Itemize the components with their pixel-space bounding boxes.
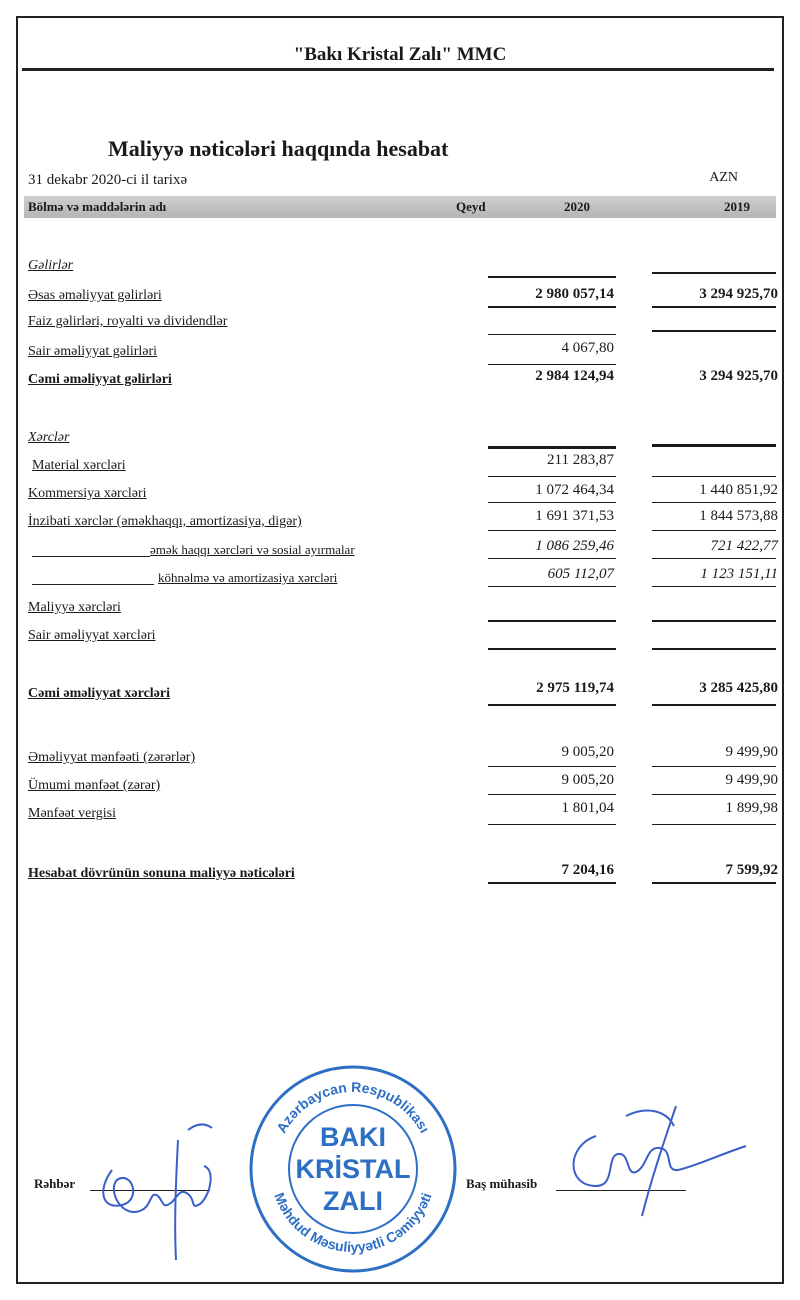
rule: [488, 558, 616, 559]
rule: [652, 530, 776, 531]
rule: [488, 586, 616, 587]
rule: [652, 272, 776, 274]
result-gross-2020: 9 005,20: [561, 772, 614, 788]
rule: [488, 276, 616, 278]
income-main-2019: 3 294 925,70: [699, 286, 778, 302]
expenses-heading: Xərclər: [28, 430, 70, 445]
rule: [488, 704, 616, 706]
expense-total-label: Cəmi əməliyyat xərcləri: [28, 686, 171, 701]
expense-financial-label: Maliyyə xərcləri: [28, 600, 121, 615]
result-operating-label: Əməliyyat mənfəəti (zərərlər): [28, 750, 196, 765]
rule: [488, 794, 616, 795]
currency-label: AZN: [709, 170, 738, 185]
result-net-2020: 7 204,16: [561, 862, 614, 878]
company-name: "Bakı Kristal Zalı" MMC: [293, 44, 507, 65]
director-label: Rəhbər: [34, 1176, 76, 1191]
expense-total-2020: 2 975 119,74: [536, 680, 614, 696]
expense-wages-2020: 1 086 259,46: [535, 538, 614, 554]
rule: [652, 502, 776, 503]
expense-commercial-2019: 1 440 851,92: [699, 482, 778, 498]
result-net-2019: 7 599,92: [725, 862, 778, 878]
header-section: Bölmə və maddələrin adı: [28, 199, 167, 214]
income-interest-label: Faiz gəlirləri, royalti və dividendlər: [28, 314, 228, 329]
expense-admin-label: İnzibati xərclər (əməkhaqqı, amortizasiya, digər): [28, 514, 302, 529]
rule: [488, 882, 616, 884]
expense-other-label: Sair əməliyyat xərcləri: [28, 628, 156, 643]
result-gross-label: Ümumi mənfəət (zərər): [28, 778, 161, 793]
rule: [652, 444, 776, 447]
rule: [652, 794, 776, 795]
rule: [652, 766, 776, 767]
expense-depreciation-2020: 605 112,07: [547, 566, 614, 582]
rule: [488, 530, 616, 531]
income-total-2019: 3 294 925,70: [699, 368, 778, 384]
accountant-signature: [556, 1096, 756, 1226]
rule: [488, 648, 616, 650]
expense-commercial-label: Kommersiya xərcləri: [28, 486, 147, 501]
report-date: 31 dekabr 2020-ci il tarixə: [28, 172, 188, 188]
director-signature: [92, 1110, 232, 1270]
rule: [652, 476, 776, 477]
indent-line: [32, 556, 150, 557]
stamp-line1: BAKI: [320, 1122, 386, 1152]
result-gross-2019: 9 499,90: [725, 772, 778, 788]
expense-material-label: Material xərcləri: [32, 458, 126, 473]
header-note: Qeyd: [456, 199, 486, 214]
result-operating-2020: 9 005,20: [561, 744, 614, 760]
rule: [488, 766, 616, 767]
result-tax-2019: 1 899,98: [725, 800, 778, 816]
expense-material-2020: 211 283,87: [547, 452, 614, 468]
stamp-line2: KRİSTAL: [295, 1154, 411, 1184]
table-header: [24, 196, 776, 218]
report-title: Maliyyə nəticələri haqqında hesabat: [108, 136, 449, 161]
income-heading: Gəlirlər: [28, 258, 74, 273]
expense-admin-2020: 1 691 371,53: [535, 508, 614, 524]
income-main-2020: 2 980 057,14: [535, 286, 614, 302]
rule: [652, 306, 776, 308]
rule: [488, 446, 616, 449]
expense-depreciation-2019: 1 123 151,11: [700, 566, 778, 582]
indent-line: [32, 584, 154, 585]
result-net-label: Hesabat dövrünün sonuna maliyyə nəticələri: [28, 866, 295, 881]
rule: [652, 586, 776, 587]
expense-commercial-2020: 1 072 464,34: [535, 482, 614, 498]
rule: [652, 824, 776, 825]
header-2019: 2019: [724, 199, 750, 214]
income-total-label: Cəmi əməliyyat gəlirləri: [28, 372, 172, 387]
result-tax-label: Mənfəət vergisi: [28, 806, 116, 821]
header-rule: [22, 68, 774, 71]
rule: [488, 502, 616, 503]
company-stamp: [246, 1062, 460, 1276]
rule: [652, 620, 776, 622]
expense-depreciation-label: köhnəlmə və amortizasiya xərcləri: [158, 570, 338, 585]
result-tax-2020: 1 801,04: [561, 800, 614, 816]
expense-admin-2019: 1 844 573,88: [699, 508, 778, 524]
rule: [488, 364, 616, 365]
rule: [652, 704, 776, 706]
income-other-2020: 4 067,80: [561, 340, 614, 356]
accountant-label: Baş mühasib: [466, 1176, 538, 1191]
stamp-line3: ZALI: [323, 1186, 383, 1216]
header-2020: 2020: [564, 199, 590, 214]
stamp-bottom-text: Məhdud Məsuliyyətli Cəmiyyəti: [271, 1190, 435, 1256]
expense-wages-2019: 721 422,77: [710, 538, 778, 554]
result-operating-2019: 9 499,90: [725, 744, 778, 760]
income-other-label: Sair əməliyyat gəlirləri: [28, 344, 158, 359]
stamp-top-text: Azərbaycan Respublikası: [273, 1078, 434, 1136]
income-main-label: Əsas əməliyyat gəlirləri: [28, 288, 162, 303]
rule: [488, 334, 616, 335]
income-total-2020: 2 984 124,94: [535, 368, 614, 384]
rule: [488, 306, 616, 308]
rule: [488, 476, 616, 477]
expense-total-2019: 3 285 425,80: [699, 680, 778, 696]
rule: [488, 620, 616, 622]
rule: [652, 648, 776, 650]
rule: [652, 882, 776, 884]
rule: [652, 330, 776, 332]
expense-wages-label: əmək haqqı xərcləri və sosial ayırmalar: [150, 542, 355, 557]
rule: [652, 558, 776, 559]
rule: [488, 824, 616, 825]
